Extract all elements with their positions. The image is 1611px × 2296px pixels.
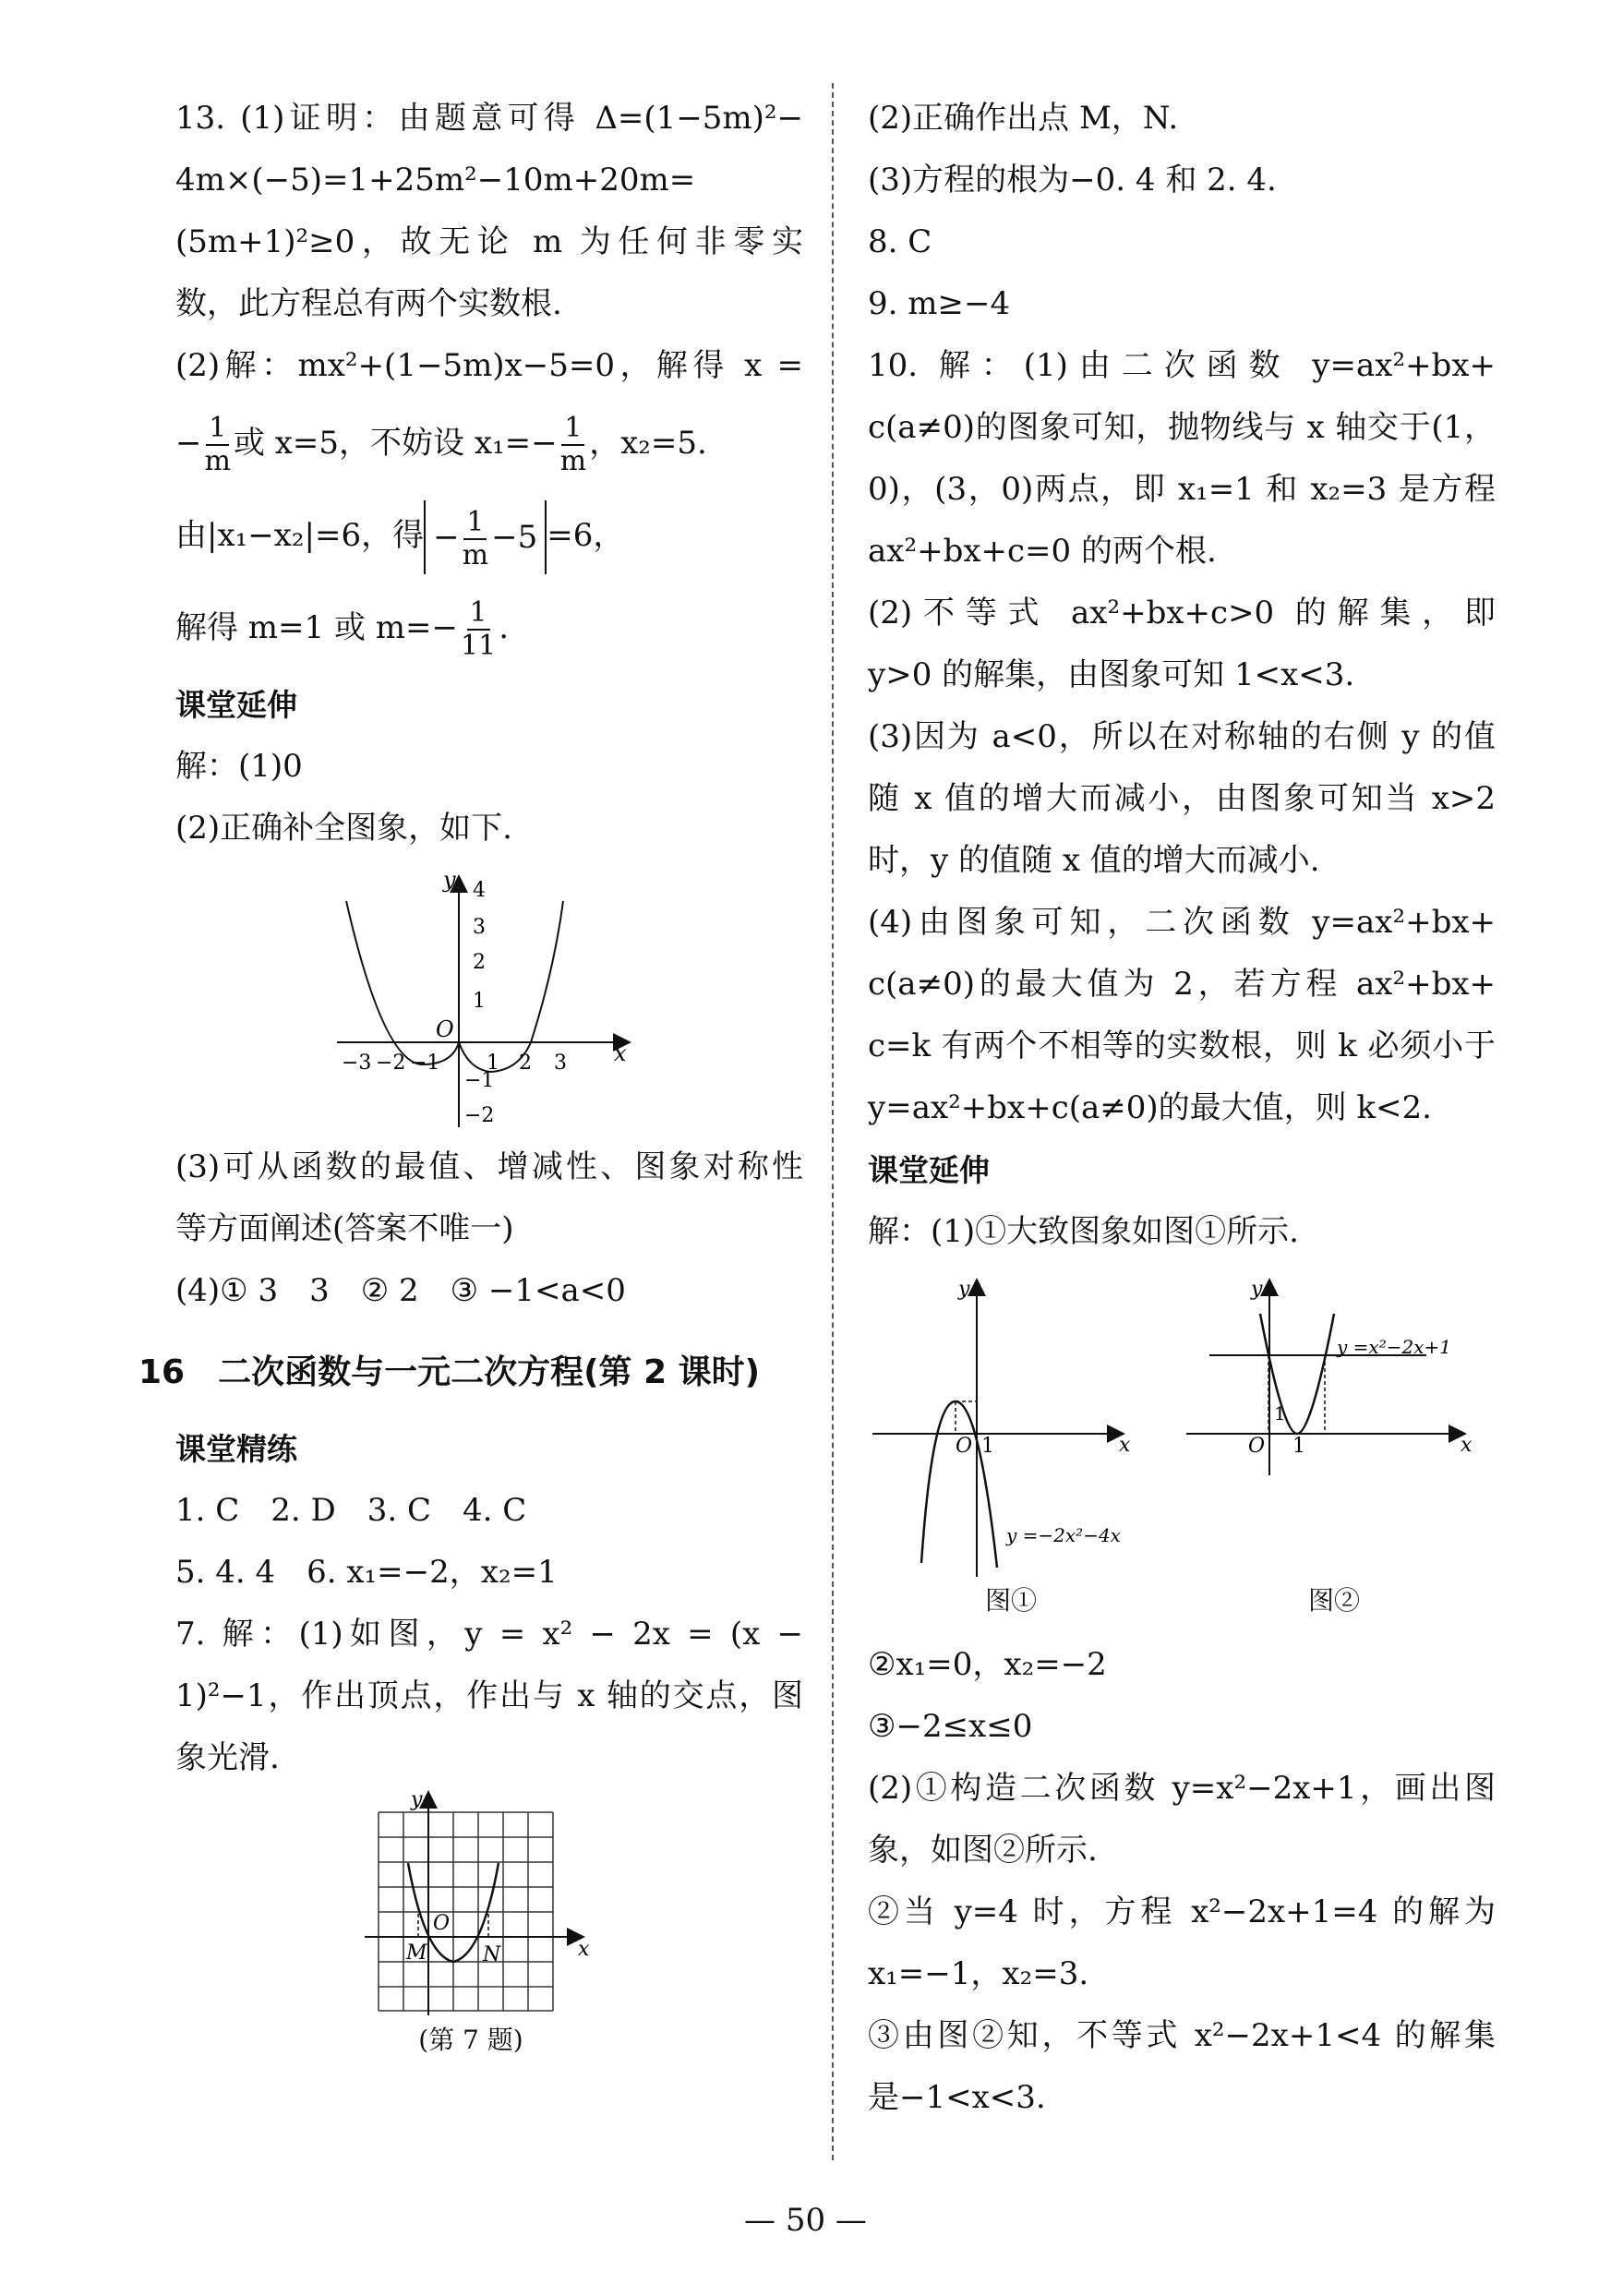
origin-label: O [436,1016,454,1042]
r-line-5: 10. 解：(1)由二次函数 y=ax²+bx+ [868,347,1496,384]
x-tick-2: 2 [519,1052,532,1075]
r-line-7: 0)，(3，0)两点，即 x₁=1 和 x₂=3 是方程 [868,471,1496,508]
ext-line-4: 等方面阐述(答案不唯一) [175,1210,514,1247]
r-line-16: c=k 有两个不相等的实数根，则 k 必须小于 [868,1028,1496,1064]
q13-line-6-end: ，x₂=5. [589,425,707,462]
r-line-21: (2)①构造二次函数 y=x²−2x+1，画出图 [868,1770,1496,1807]
tick-one: 1 [981,1435,994,1458]
y-label: y [411,1789,423,1811]
abs-minus: − [433,519,460,556]
frac-den: m [559,445,587,477]
r-line-14: (4)由图象可知，二次函数 y=ax²+bx+ [868,904,1496,941]
x-tick-minus-1: −1 [410,1052,440,1075]
r-line-17: y=ax²+bx+c(a≠0)的最大值，则 k<2. [868,1089,1432,1126]
ext-line-1: 解：(1)0 [175,748,303,785]
q13-line-8-end: . [499,609,509,646]
q7-grid-graph [175,1789,803,2020]
frac-num: 1 [561,413,584,446]
r-line-23: ②当 y=4 时，方程 x²−2x+1=4 的解为 [868,1893,1496,1930]
function-label: y =x²−2x+1 [1337,1336,1451,1358]
extension-graph [175,859,803,1136]
ext-line-3: (3)可从函数的最值、增减性、图象对称性 [175,1148,803,1185]
r-line-10: y>0 的解集，由图象可知 1<x<3. [868,656,1355,693]
absolute-value-expr [424,500,547,574]
q13-line-7-end: =6， [547,517,625,554]
fraction-1-over-m [205,413,231,477]
q7-line-2: 1)²−1，作出顶点，作出与 x 轴的交点，图 [175,1677,803,1714]
section-heading-extension-right: 课堂延伸 [868,1152,990,1188]
section-16-title: 16 二次函数与一元二次方程(第 2 课时) [138,1353,761,1391]
origin-label: O [1248,1435,1266,1458]
r-line-11: (3)因为 a<0，所以在对称轴的右侧 y 的值 [868,718,1496,755]
section-heading-practice: 课堂精练 [175,1431,297,1467]
frac-den: m [204,445,231,477]
r-line-15: c(a≠0)的最大值为 2，若方程 ax²+bx+ [868,966,1496,1003]
r-line-9: (2)不等式 ax²+bx+c>0 的解集，即 [868,595,1496,631]
answers-5-6: 5. 4. 4 6. x₁=−2，x₂=1 [175,1554,558,1591]
left-column [138,88,803,2057]
ext-line-2: (2)正确补全图象，如下. [175,810,512,847]
r-line-1: (2)正确作出点 M，N. [868,100,1179,137]
figure-1 [868,1272,1154,1617]
section-heading-extension: 课堂延伸 [175,687,297,723]
fraction-1-over-11 [461,597,496,662]
function-label: y =−2x²−4x [1006,1524,1121,1546]
point-n-label: N [483,1943,501,1966]
y-tick-3: 3 [473,916,486,939]
q13-line-7-start: 由|x₁−x₂|=6，得 [175,517,425,554]
q13-line-6 [175,397,803,489]
figure-2-caption: 图② [1307,1585,1360,1616]
frac-num: 1 [206,413,229,446]
point-m-label: M [406,1941,427,1965]
q7-line-3: 象光滑. [175,1739,280,1776]
abs-minus-5: −5 [491,519,538,556]
frac-num: 1 [463,507,487,540]
tick-one-x: 1 [1292,1435,1305,1458]
parabola-curve [1260,1314,1334,1434]
r-line-13: 时，y 的值随 x 值的增大而减小. [868,842,1320,879]
r-line-18: 解：(1)①大致图象如图①所示. [868,1213,1299,1250]
frac-den: m [462,539,489,571]
y-label: y [443,867,456,893]
r-line-20: ③−2≤x≤0 [868,1708,1033,1745]
x-tick-minus-2: −2 [376,1052,406,1075]
r-line-8: ax²+bx+c=0 的两个根. [868,533,1217,570]
x-tick-1: 1 [487,1052,499,1075]
q7-line-1: 7. 解：(1)如图，y = x² − 2x = (x − [175,1616,803,1653]
q7-figure-caption: (第 7 题) [418,2025,523,2055]
graph-curve [346,901,563,1072]
y-tick-minus-1: −1 [464,1069,495,1092]
r-line-3: 8. C [868,223,932,260]
x-tick-3: 3 [554,1052,567,1075]
frac-num: 1 [467,597,490,631]
y-tick-minus-2: −2 [464,1104,495,1127]
origin-label: O [433,1912,451,1935]
fraction-1-over-m-3 [463,507,488,571]
q13-line-6-minus: − [175,425,202,462]
figure-2-graph [1182,1272,1486,1577]
r-line-24: x₁=−1，x₂=3. [868,1955,1089,1992]
x-tick-minus-3: −3 [342,1052,372,1075]
r-line-2: (3)方程的根为−0. 4 和 2. 4. [868,162,1277,198]
q13-line-3: (5m+1)²≥0，故无论 m 为任何非零实 [175,223,803,260]
y-tick-2: 2 [473,951,486,974]
q13-line-5: (2)解：mx²+(1−5m)x−5=0，解得 x = [175,347,803,384]
figure-row [868,1272,1496,1617]
r-line-25: ③由图②知，不等式 x²−2x+1<4 的解集 [868,2017,1496,2054]
y-tick-1: 1 [473,990,486,1013]
ext-line-5: (4)① 3 3 ② 2 ③ −1<a<0 [175,1272,626,1309]
r-line-26: 是−1<x<3. [868,2079,1046,2116]
y-label: y [1251,1278,1263,1301]
q13-line-8 [175,582,803,674]
right-column [868,88,1496,2129]
y-tick-4: 4 [473,879,486,902]
figure-1-graph [868,1272,1154,1577]
x-label: x [1119,1434,1131,1457]
r-line-12: 随 x 值的增大而减小，由图象可知当 x>2 [868,780,1496,817]
x-label: x [578,1938,590,1961]
figure-2 [1182,1272,1486,1617]
q13-line-4: 数，此方程总有两个实数根. [175,285,562,322]
r-line-4: 9. m≥−4 [868,285,1011,322]
r-line-22: 象，如图②所示. [868,1832,1098,1869]
parabola-curve [921,1401,997,1568]
column-divider [832,83,834,2160]
fraction-1-over-m-2 [560,413,586,477]
grid-lines [379,1812,553,2011]
tick-one-y: 1 [1274,1402,1286,1424]
x-label: x [614,1040,627,1066]
figure-1-caption: 图① [984,1585,1037,1616]
answers-1-4: 1. C 2. D 3. C 4. C [175,1492,527,1529]
page-number: — 50 — [744,2202,867,2239]
frac-den: 11 [461,630,497,662]
origin-label: O [956,1435,973,1458]
r-line-19: ②x₁=0，x₂=−2 [868,1646,1107,1683]
q13-line-2: 4m×(−5)=1+25m²−10m+20m= [175,162,696,198]
q13-line-1: 13. (1)证明：由题意可得 Δ=(1−5m)²− [175,100,803,137]
r-line-6: c(a≠0)的图象可知，抛物线与 x 轴交于(1， [868,409,1496,446]
y-label: y [958,1278,970,1301]
q13-line-7 [175,489,803,582]
q13-line-6-mid: 或 x=5，不妨设 x₁=− [233,425,558,462]
q13-line-8-start: 解得 m=1 或 m=− [175,609,458,646]
x-label: x [1461,1434,1473,1457]
